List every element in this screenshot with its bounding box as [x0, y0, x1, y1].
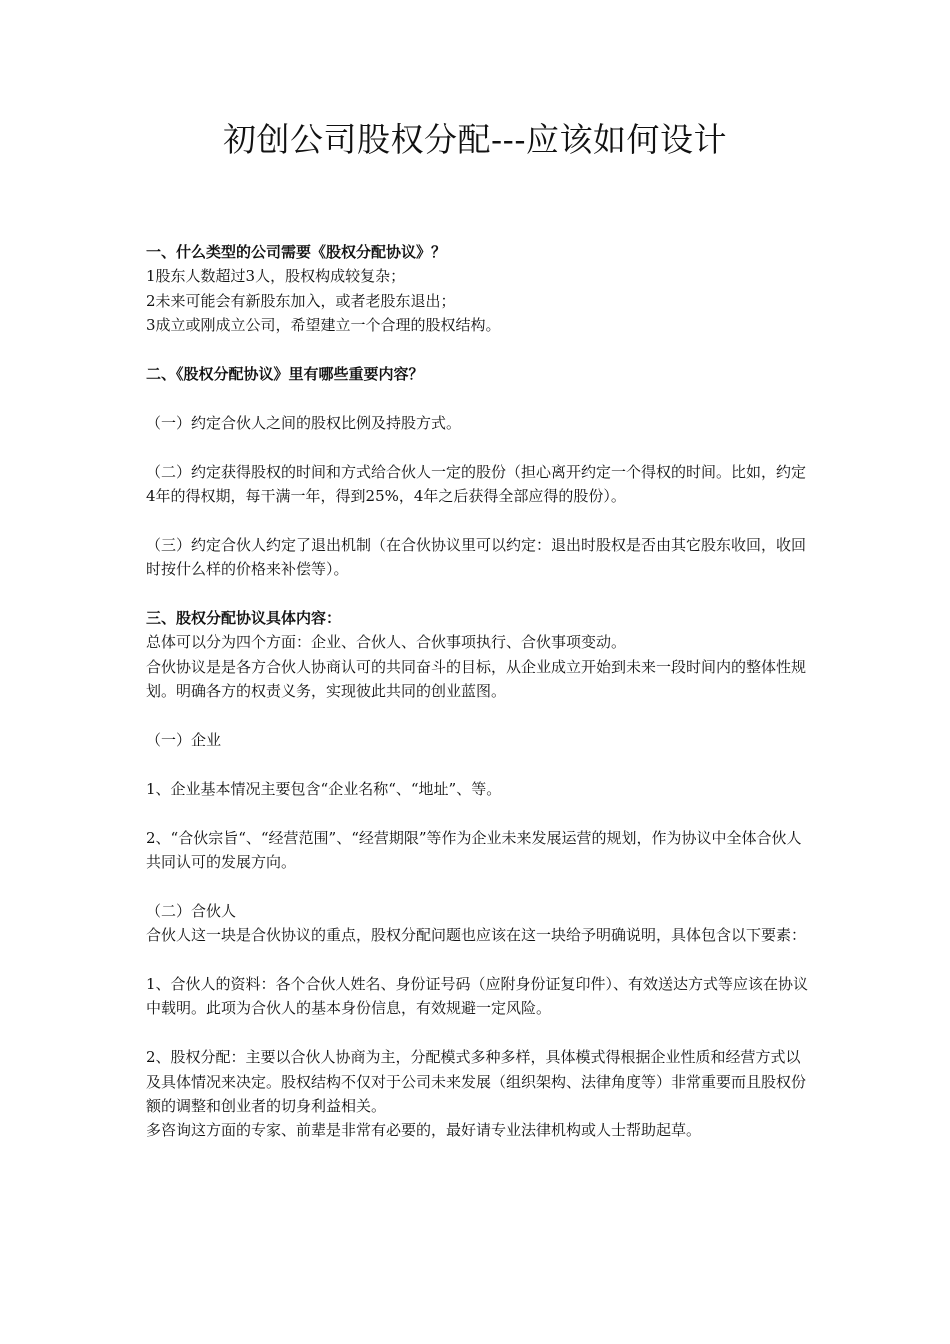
spacer [146, 386, 810, 410]
section-1-item-3: 3成立或刚成立公司，希望建立一个合理的股权结构。 [146, 316, 501, 335]
spacer [146, 338, 810, 362]
spacer [146, 1021, 810, 1045]
subsection-partner-paragraph-3: 多咨询这方面的专家、前辈是非常有必要的，最好请专业法律机构或人士帮助起草。 [146, 1121, 702, 1140]
subsection-partner-heading: （二）合伙人 [146, 901, 237, 920]
spacer [146, 801, 810, 825]
spacer [146, 582, 810, 606]
section-3-heading: 三、股权分配协议具体内容： [146, 609, 342, 628]
subsection-enterprise-heading: （一）企业 [146, 731, 222, 750]
spacer [146, 704, 810, 728]
section-2-paragraph-1: （一）约定合伙人之间的股权比例及持股方式。 [146, 413, 462, 432]
spacer [146, 508, 810, 532]
spacer [146, 435, 810, 459]
subsection-enterprise-paragraph-1: 1、企业基本情况主要包含“企业名称“、“地址”、等。 [146, 779, 502, 798]
section-3-intro-1: 总体可以分为四个方面：企业、合伙人、合伙事项执行、合伙事项变动。 [146, 633, 627, 652]
section-3-intro-2: 合伙协议是是各方合伙人协商认可的共同奋斗的目标，从企业成立开始到未来一段时间内的整体性规划。明确各方的权责义务，实现彼此共同的创业蓝图。 [146, 657, 807, 701]
subsection-partner-paragraph-1: 1、合伙人的资料：各个合伙人姓名、身份证号码（应附身份证复印件）、有效送达方式等应该在协议中载明。此项为合伙人的基本身份信息，有效规避一定风险。 [146, 975, 809, 1018]
spacer [146, 874, 810, 898]
section-1-item-2: 2未来可能会有新股东加入，或者老股东退出； [146, 291, 456, 310]
subsection-enterprise-paragraph-2: 2、“合伙宗旨“、“经营范围”、“经营期限”等作为企业未来发展运营的规划，作为协议中全体合伙人共同认可的发展方向。 [146, 828, 802, 872]
document-body [146, 240, 810, 1143]
section-2-heading: 二、《股权分配协议》里有哪些重要内容？ [146, 365, 424, 384]
section-2-paragraph-2: （二）约定获得股权的时间和方式给合伙人一定的股份（担心离开约定一个得权的时间。比如，约定4年的得权期，每干满一年，得到25%，4年之后获得全部应得的股份）。 [146, 462, 807, 506]
subsection-partner-paragraph-2: 2、股权分配：主要以合伙人协商为主，分配模式多种多样，具体模式得根据企业性质和经营方式以及具体情况来决定。股权结构不仅对于公司未来发展（组织架构、法律角度等）非常重要而且股权份额的调整和创业者的切身利益相关。 [146, 1048, 807, 1116]
spacer [146, 752, 810, 776]
section-1-heading: 一、什么类型的公司需要《股权分配协议》？ [146, 243, 447, 261]
document-title: 初创公司股权分配---应该如何设计 [223, 120, 727, 159]
subsection-partner-intro: 合伙人这一块是合伙协议的重点，股权分配问题也应该在这一块给予明确说明，具体包含以下要素： [146, 926, 807, 945]
section-2-paragraph-3: （三）约定合伙人约定了退出机制（在合伙协议里可以约定：退出时股权是否由其它股东收回，收回时按什么样的价格来补偿等）。 [146, 535, 807, 579]
section-1-item-1: 1股东人数超过3人，股权构成较复杂； [146, 267, 406, 286]
spacer [146, 948, 810, 972]
